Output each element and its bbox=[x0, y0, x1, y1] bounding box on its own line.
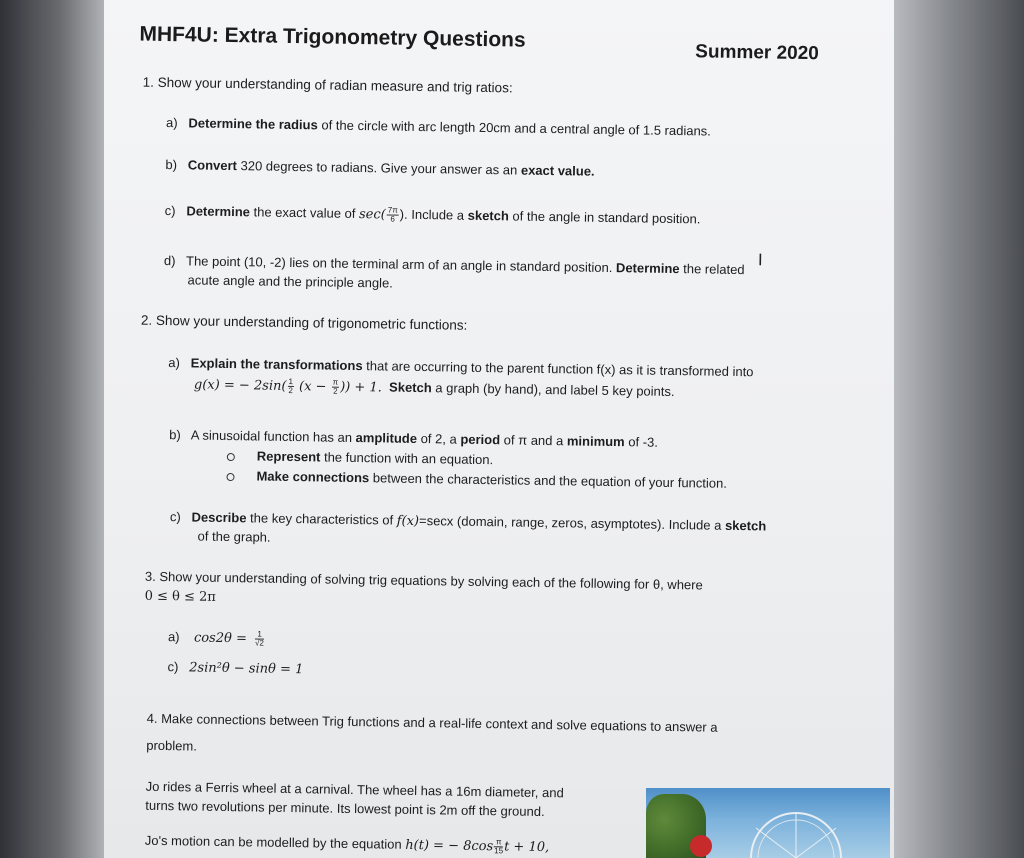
q2-stem: 2. Show your understanding of trigonometric functions: bbox=[140, 312, 468, 333]
bullet-icon bbox=[227, 453, 235, 461]
bullet-icon bbox=[226, 473, 234, 481]
q4-paragraph-2: turns two revolutions per minute. Its lowest point is 2m off the ground. bbox=[145, 797, 545, 820]
q1-stem: 1. Show your understanding of radian measure and trig ratios: bbox=[142, 74, 513, 96]
document-title: MHF4U: Extra Trigonometry Questions bbox=[139, 22, 526, 52]
q2c-line2: of the graph. bbox=[197, 528, 271, 545]
monitor-bezel-right bbox=[874, 0, 1024, 858]
q3-domain: 0 ≤ θ ≤ 2π bbox=[144, 588, 216, 605]
fraction-7pi-over-6: $\frac{7\pi}{6}$ bbox=[387, 205, 398, 224]
monitor-bezel-left bbox=[0, 0, 110, 858]
q2c: c) Describe the key characteristics of f(x)=secx (domain, range, zeros, asymptotes). Include a sketch bbox=[169, 509, 767, 534]
q1d: d) The point (10, -2) lies on the terminal arm of an angle in standard position. Determine the related bbox=[163, 252, 745, 278]
q2a: a) Explain the transformations that are occurring to the parent function f(x) as it is transformed into bbox=[168, 355, 754, 380]
q2b-bullet-1: Represent the function with an equation. bbox=[227, 448, 494, 467]
document-page bbox=[104, 0, 894, 858]
q3c: c) 2sin²θ − sinθ = 1 bbox=[167, 659, 304, 678]
ferris-wheel-icon bbox=[646, 788, 890, 858]
q3-stem: 3. Show your understanding of solving trig equations by solving each of the following for θ, where bbox=[144, 568, 703, 593]
q4-stem: 4. Make connections between Trig functions and a real-life context and solve equations to answer a bbox=[146, 710, 718, 735]
q2a-equation: g(x) = − 2sin( $\frac{1}{2}$ (x − $\frac{\pi}{2}$ )) + 1. Sketch a graph (by hand), and label 5 key points. bbox=[193, 377, 675, 400]
q2b-bullet-2: Make connections between the characteristics and the equation of your function. bbox=[226, 468, 727, 491]
document-term: Summer 2020 bbox=[695, 41, 819, 65]
text-cursor-icon: I bbox=[757, 250, 763, 270]
q1d-line2: acute angle and the principle angle. bbox=[187, 272, 393, 291]
q3a: a) cos2θ = $\frac{1}{√2}$ bbox=[167, 629, 264, 648]
q1b: b) Convert 320 degrees to radians. Give your answer as an exact value. bbox=[165, 156, 595, 179]
q2b: b) A sinusoidal function has an amplitude of 2, a period of π and a minimum of -3. bbox=[169, 427, 659, 450]
q4-stem-line2: problem. bbox=[146, 737, 197, 754]
ferris-wheel-photo bbox=[646, 788, 890, 858]
q4-model: Jo's motion can be modelled by the equation h(t) = − 8cos $\frac{\pi}{15}$ t + 10, bbox=[144, 832, 550, 856]
q4-paragraph-1: Jo rides a Ferris wheel at a carnival. The wheel has a 16m diameter, and bbox=[145, 778, 564, 801]
q1c: c) Determine the exact value of sec( $\frac{7\pi}{6}$ ). Include a sketch of the angle in standard position. bbox=[164, 202, 701, 227]
q1a: a) Determine the radius of the circle with arc length 20cm and a central angle of 1.5 radians. bbox=[165, 114, 711, 139]
